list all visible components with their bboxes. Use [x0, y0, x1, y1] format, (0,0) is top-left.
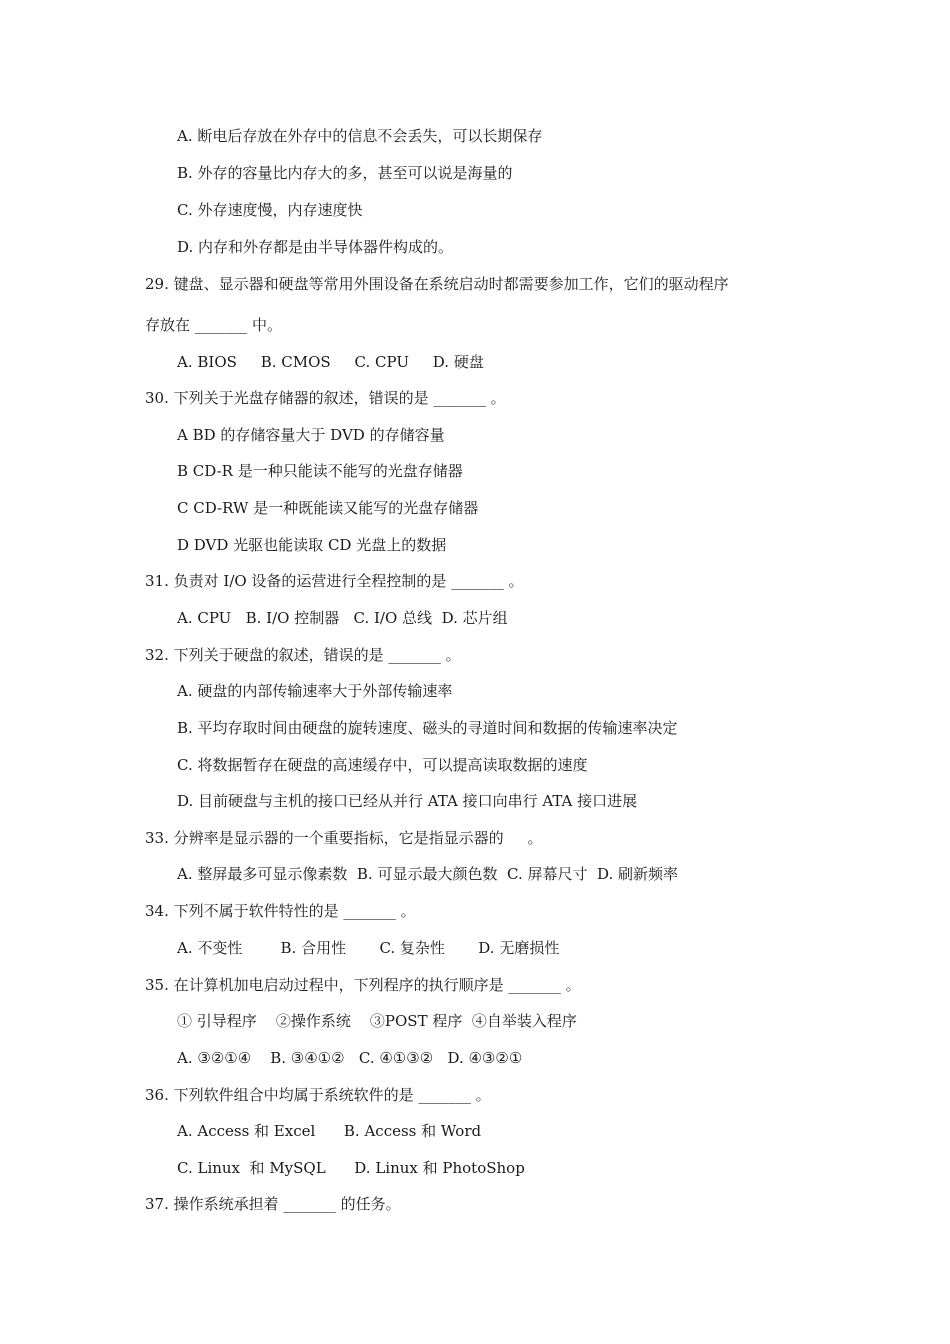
option-line: A. 整屏最多可显示像素数 B. 可显示最大颜色数 C. 屏幕尺寸 D. 刷新频率	[177, 865, 679, 883]
question-line: 33. 分辨率是显示器的一个重要指标，它是指显示器的 。	[145, 829, 543, 847]
option-line: A. CPU B. I/O 控制器 C. I/O 总线 D. 芯片组	[177, 609, 508, 627]
option-line: C. Linux 和 MySQL D. Linux 和 PhotoShop	[177, 1159, 525, 1177]
option-line: C CD-RW 是一种既能读又能写的光盘存储器	[177, 499, 479, 517]
question-line: 32. 下列关于硬盘的叙述，错误的是 _______ 。	[145, 646, 461, 664]
option-line: C. 外存速度慢，内存速度快	[177, 201, 363, 219]
option-line: A BD 的存储容量大于 DVD 的存储容量	[177, 426, 445, 444]
option-line: B CD-R 是一种只能读不能写的光盘存储器	[177, 462, 463, 480]
question-line: 存放在 _______ 中。	[145, 316, 283, 334]
option-line: D DVD 光驱也能读取 CD 光盘上的数据	[177, 536, 447, 554]
option-line: D. 内存和外存都是由半导体器件构成的。	[177, 238, 454, 256]
question-line: 34. 下列不属于软件特性的是 _______ 。	[145, 902, 416, 920]
question-line: 36. 下列软件组合中均属于系统软件的是 _______ 。	[145, 1086, 491, 1104]
question-line: 37. 操作系统承担着 _______ 的任务。	[145, 1195, 401, 1213]
question-line: 31. 负责对 I/O 设备的运营进行全程控制的是 _______ 。	[145, 572, 524, 590]
option-line: ① 引导程序 ②操作系统 ③POST 程序 ④自举装入程序	[177, 1012, 577, 1030]
question-line: 35. 在计算机加电启动过程中，下列程序的执行顺序是 _______ 。	[145, 976, 581, 994]
option-line: A. 硬盘的内部传输速率大于外部传输速率	[177, 682, 453, 700]
question-line: 30. 下列关于光盘存储器的叙述，错误的是 _______ 。	[145, 389, 506, 407]
option-line: A. 断电后存放在外存中的信息不会丢失，可以长期保存	[177, 127, 543, 145]
option-line: A. 不变性 B. 合用性 C. 复杂性 D. 无磨损性	[177, 939, 560, 957]
option-line: A. Access 和 Excel B. Access 和 Word	[177, 1122, 482, 1140]
option-line: B. 平均存取时间由硬盘的旋转速度、磁头的寻道时间和数据的传输速率决定	[177, 719, 678, 737]
option-line: A. BIOS B. CMOS C. CPU D. 硬盘	[177, 353, 484, 371]
option-line: B. 外存的容量比内存大的多，甚至可以说是海量的	[177, 164, 513, 182]
option-line: D. 目前硬盘与主机的接口已经从并行 ATA 接口向串行 ATA 接口进展	[177, 792, 638, 810]
option-line: C. 将数据暂存在硬盘的高速缓存中，可以提高读取数据的速度	[177, 756, 588, 774]
option-line: A. ③②①④ B. ③④①② C. ④①③② D. ④③②①	[177, 1049, 523, 1067]
question-line: 29. 键盘、显示器和硬盘等常用外围设备在系统启动时都需要参加工作，它们的驱动程序	[145, 275, 729, 293]
